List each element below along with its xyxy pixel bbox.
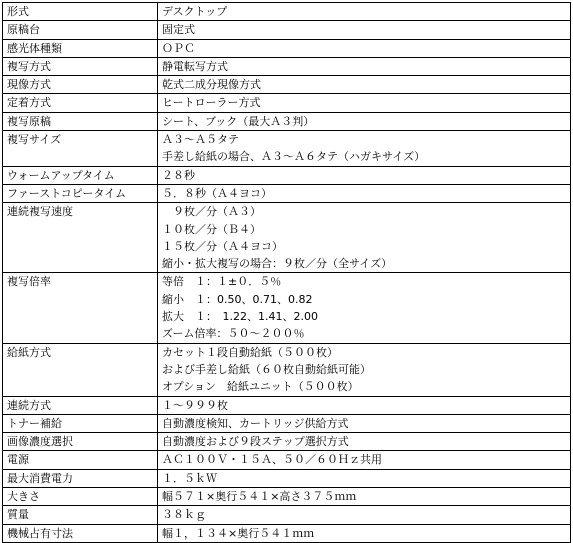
spec-value-cell	[158, 21, 571, 39]
spec-label-cell	[3, 506, 158, 524]
spec-row	[3, 343, 571, 396]
spec-value-cell	[158, 76, 571, 94]
spec-label: 機械占有寸法	[7, 526, 73, 540]
spec-value-line: 自動濃度および９段ステップ選択方式	[162, 435, 349, 449]
spec-value-line: 自動濃度検知、カートリッジ供給方式	[162, 416, 349, 430]
spec-value-line: ズーム倍率：５０～２００％	[162, 327, 305, 341]
spec-label: 現像方式	[7, 78, 51, 92]
spec-value-line: １．５ｋＷ	[162, 471, 217, 485]
spec-label-cell	[3, 451, 158, 469]
spec-value-line: ヒートローラー方式	[162, 96, 261, 110]
spec-row	[3, 273, 571, 343]
spec-value-line: オプション 給紙ユニット（５００枚）	[162, 380, 359, 394]
spec-table-body	[3, 3, 571, 543]
spec-value-cell	[158, 488, 571, 506]
spec-value-cell	[158, 396, 571, 414]
spec-row	[3, 112, 571, 130]
spec-label-cell	[3, 39, 158, 57]
spec-row	[3, 488, 571, 506]
spec-label: 原稿台	[7, 23, 40, 37]
spec-label-cell	[3, 203, 158, 273]
spec-label: 複写方式	[7, 59, 51, 73]
spec-value-line: カセット１段自動給紙（５００枚）	[162, 345, 338, 359]
spec-label-cell	[3, 94, 158, 112]
spec-value-line: ３８ｋｇ	[162, 508, 206, 522]
spec-value-line: 拡大 １： 1.22、1.41、2.00	[162, 310, 318, 324]
spec-row	[3, 57, 571, 75]
spec-row	[3, 76, 571, 94]
spec-value-line: 静電転写方式	[162, 59, 228, 73]
spec-value-cell	[158, 112, 571, 130]
spec-label: ファーストコピータイム	[7, 186, 127, 200]
spec-label-cell	[3, 488, 158, 506]
spec-label-cell	[3, 414, 158, 432]
spec-value-cell	[158, 166, 571, 184]
spec-value-cell	[158, 469, 571, 487]
spec-label-cell	[3, 184, 158, 202]
spec-row	[3, 414, 571, 432]
spec-label-cell	[3, 273, 158, 343]
spec-value-line: ５．８秒（Ａ４ヨコ）	[162, 186, 272, 200]
spec-table	[2, 2, 571, 543]
spec-label-cell	[3, 166, 158, 184]
spec-value-line: 等倍 １：１±０．５％	[162, 275, 282, 289]
spec-label: 連続複写速度	[7, 205, 73, 219]
spec-label: 感光体種類	[7, 41, 62, 55]
spec-row	[3, 39, 571, 57]
spec-label: 大きさ	[7, 490, 40, 504]
spec-value-cell	[158, 203, 571, 273]
spec-value-line: 縮小 １：0.50、0.71、0.82	[162, 292, 313, 306]
spec-row	[3, 131, 571, 167]
spec-label-cell	[3, 131, 158, 167]
spec-label: 定着方式	[7, 96, 51, 110]
spec-label: 最大消費電力	[7, 471, 73, 485]
spec-label-cell	[3, 3, 158, 21]
spec-label-cell	[3, 112, 158, 130]
spec-label-cell	[3, 57, 158, 75]
spec-label: 電源	[7, 453, 29, 467]
spec-value-cell	[158, 184, 571, 202]
spec-label: トナー補給	[7, 416, 62, 430]
spec-value-cell	[158, 131, 571, 167]
spec-row	[3, 94, 571, 112]
spec-value-line: ９枚／分（Ａ３）	[162, 205, 261, 219]
spec-value-cell	[158, 57, 571, 75]
spec-label: 複写サイズ	[7, 133, 62, 147]
spec-value-line: 縮小・拡大複写の場合：９枚／分（全サイズ）	[162, 257, 393, 271]
spec-value-line: １０枚／分（Ｂ４）	[162, 222, 261, 236]
spec-label: 複写倍率	[7, 275, 51, 289]
spec-label: 形式	[7, 5, 29, 18]
spec-value-cell	[158, 524, 571, 542]
spec-label-cell	[3, 396, 158, 414]
spec-label-cell	[3, 524, 158, 542]
spec-value-cell	[158, 39, 571, 57]
spec-value-line: 乾式二成分現像方式	[162, 78, 261, 92]
spec-row	[3, 469, 571, 487]
spec-value-line: 手差し給紙の場合、Ａ３～Ａ６タテ（ハガキサイズ）	[162, 150, 426, 164]
spec-label: 画像濃度選択	[7, 435, 73, 449]
spec-row	[3, 451, 571, 469]
spec-value-line: および手差し給紙（６０枚自動給紙可能）	[162, 362, 371, 376]
spec-value-line: シート、ブック（最大Ａ３判）	[162, 114, 315, 128]
spec-value-line: Ａ３～Ａ５タテ	[162, 133, 239, 147]
spec-value-cell	[158, 343, 571, 396]
spec-label-cell	[3, 469, 158, 487]
spec-label-cell	[3, 433, 158, 451]
spec-value-cell	[158, 94, 571, 112]
spec-value-cell	[158, 273, 571, 343]
spec-value-line: 固定式	[162, 23, 195, 37]
spec-row	[3, 184, 571, 202]
spec-value-cell	[158, 433, 571, 451]
spec-row	[3, 396, 571, 414]
spec-value-line: ＯＰＣ	[162, 41, 195, 55]
spec-row	[3, 3, 571, 21]
spec-label: 複写原稿	[7, 114, 51, 128]
spec-row	[3, 506, 571, 524]
spec-label-cell	[3, 76, 158, 94]
spec-row	[3, 433, 571, 451]
spec-row	[3, 203, 571, 273]
spec-value-line: 幅５７１×奥行５４１×高さ３７５ｍｍ	[162, 490, 357, 504]
spec-value-line: ２８秒	[162, 168, 195, 182]
spec-row	[3, 166, 571, 184]
spec-value-cell	[158, 451, 571, 469]
spec-label: ウォームアップタイム	[7, 168, 115, 182]
spec-value-line: １５枚／分（Ａ４ヨコ）	[162, 239, 283, 253]
spec-value-cell	[158, 3, 571, 21]
spec-label: 質量	[7, 508, 29, 522]
spec-row	[3, 524, 571, 542]
spec-value-cell	[158, 506, 571, 524]
spec-label: 給紙方式	[7, 345, 51, 359]
spec-label-cell	[3, 343, 158, 396]
spec-value-line: 幅１，１３４×奥行５４１ｍｍ	[162, 526, 315, 540]
spec-label: 連続方式	[7, 398, 51, 412]
spec-value-line: デスクトップ	[162, 5, 228, 18]
spec-value-line: １～９９９枚	[162, 398, 228, 412]
spec-value-cell	[158, 414, 571, 432]
spec-label-cell	[3, 21, 158, 39]
spec-value-line: ＡＣ１００Ｖ・１５Ａ、５０／６０Ｈｚ共用	[162, 453, 382, 467]
spec-row	[3, 21, 571, 39]
